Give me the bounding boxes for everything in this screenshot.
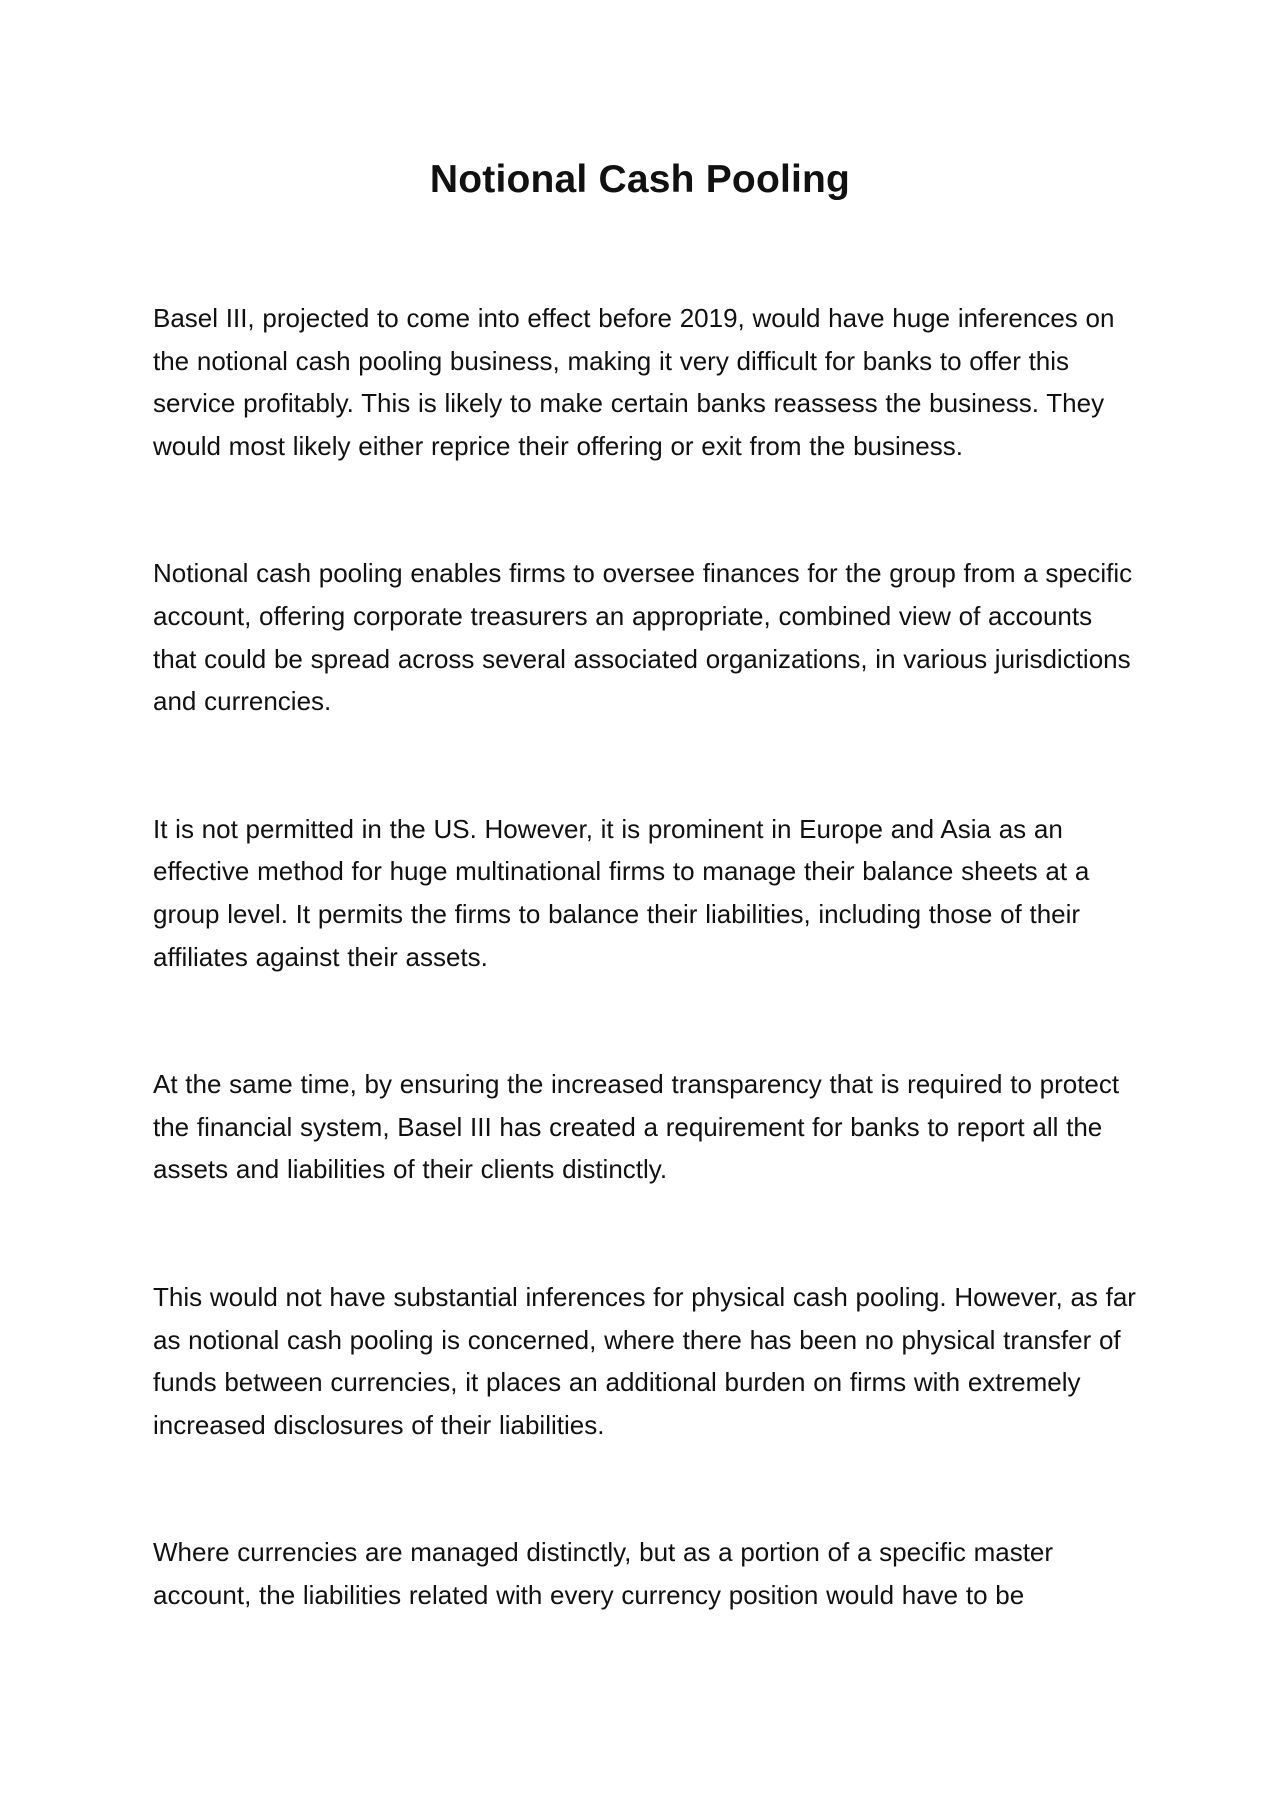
paragraph-regional-usage: It is not permitted in the US. However, it is prominent in Europe and Asia as an effective method for huge multinational firms to manage their balance sheets at a group level. It permits the firms to balance their liabilities, including those of their affiliates against their assets. <box>153 813 1090 972</box>
page-title: Notional Cash Pooling <box>429 158 851 201</box>
paragraph-transparency-requirement: At the same time, by ensuring the increased transparency that is required to protect the financial system, Basel III has created a requirement for banks to report all the assets and liabilities of their clients distinctly. <box>153 1069 1120 1185</box>
paragraph-master-account: Where currencies are managed distinctly, but as a portion of a specific master account, the liabilities related with every currency position would have to be <box>153 1537 1054 1610</box>
paragraph-notional-pooling-definition: Notional cash pooling enables firms to oversee finances for the group from a specific account, offering corporate treasurers an appropriate, combined view of accounts that could be spread across several associated organizations, in various jurisdictions and currencies. <box>153 558 1133 717</box>
paragraph-basel-iii-impact: Basel III, projected to come into effect before 2019, would have huge inferences on the notional cash pooling business, making it very difficult for banks to offer this service profitably. This is likely to make certain banks reassess the business. They would most likely either reprice their offering or exit from the business. <box>153 303 1115 461</box>
document-body <box>153 297 1143 1616</box>
paragraph-physical-vs-notional: This would not have substantial inferences for physical cash pooling. However, as far as notional cash pooling is concerned, where there has been no physical transfer of funds between currencies, it places an additional burden on firms with extremely increased disclosures of their liabilities. <box>153 1281 1136 1440</box>
